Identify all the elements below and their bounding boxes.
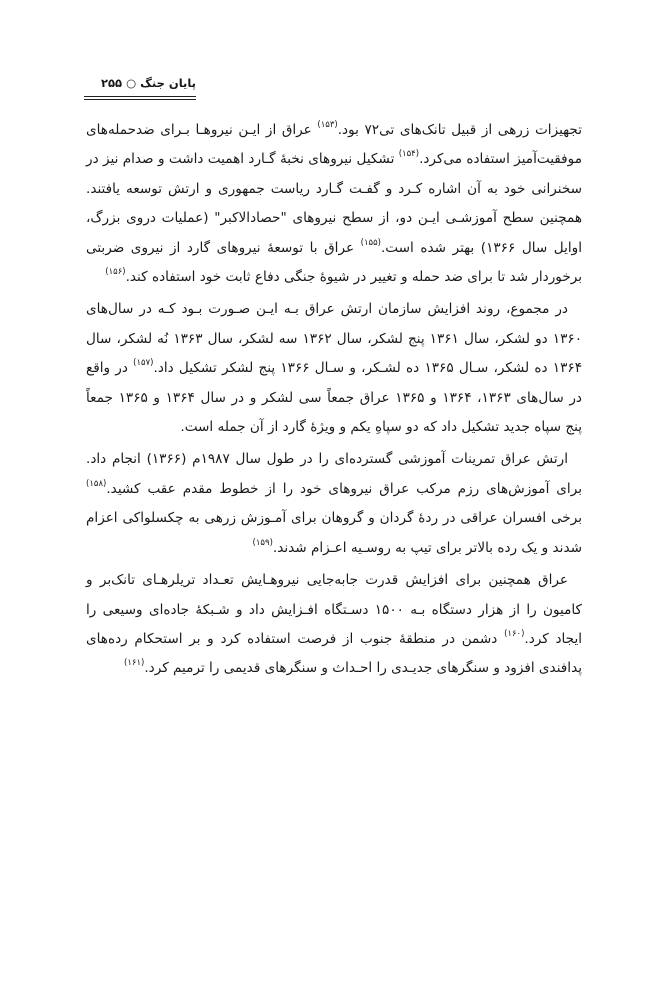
footnote-marker: (۱۵۶) bbox=[105, 267, 126, 278]
footnote-marker: (۱۵۳) bbox=[317, 120, 338, 130]
paragraph bbox=[86, 445, 582, 563]
paragraph-text: ارتش عراق تمرینات آموزشی گسترده‌ای را در طول سال ۱۹۸۷م (۱۳۶۶) انجام داد. برای آموزش‌های رزم مرکب عراق نیروهای خود را از خطوط مقدم عقب کشید. bbox=[86, 451, 582, 497]
footnote-marker: (۱۵۵) bbox=[360, 237, 381, 248]
paragraph-text: در مجموع، روند افزایش سازمان ارتش عراق بـه ایـن صـورت بـود کـه در سال‌های ۱۳۶۰ دو لشکر، سال ۱۳۶۱ پنج لشکر، سال ۱۳۶۲ سه لشکر، سال ۱۳۶۳ نُه لشکر، سال ۱۳۶۴ ده لشکر، سـال ۱۳۶۵ ده لشـکر، و سـال ۱۳۶۶ پنج لشکر تشکیل داد. bbox=[86, 301, 583, 377]
paragraph-text: عراق همچنین برای افزایش قدرت جابه‌جایی نیروهـایش تعـداد تریلرهـای تانک‌بر و کامیون را از هزار دستگاه بـه ۱۵۰۰ دسـتگاه افـزایش داد و شـبکهٔ جاده‌ای وسیعی را ایجاد کرد. bbox=[86, 572, 582, 647]
paragraph-text: تشکیل نیروهای نخبهٔ گـارد اهمیت داشت و صدام نیز در سخنرانی خود به آن اشاره کـرد و گفـت گـارد ریاست جمهوری و ارتش توسعه یافتند. همچنین سطح آموزشـی ایـن دو، از سطح نیروهای "حصادالاکبر" (عملیات دروی بزرگ، اوایل سال ۱۳۶۶) بهتر شده است. bbox=[86, 151, 583, 256]
paragraph-text: در واقع در سال‌های ۱۳۶۳، ۱۳۶۴ و ۱۳۶۵ عراق جمعاً سی لشکر و در سال ۱۳۶۴ و ۱۳۶۵ جمعاً پنج سپاه جدید تشکیل داد که دو سپاهِ یکم و ویژهٔ گارد از آن جمله است. bbox=[86, 360, 582, 436]
paragraph-text: تجهیزات زرهی از قبیل تانک‌های تی۷۲ بود. bbox=[337, 122, 582, 138]
paragraph-text: دشمن در منطقهٔ جنوب از فرصت استفاده کرد و بر استحکام رده‌های پدافندی افزود و سنگرهای جدیـدی را احـداث و سنگرهای قدیمی را ترمیم کرد. bbox=[86, 630, 582, 677]
paragraph-text: عراق از ایـن نیروهـا بـرای ضدحمله‌های موفقیت‌آمیز استفاده می‌کرد. bbox=[86, 122, 582, 168]
paragraph-text: عراق با توسعهٔ نیروهای گارد از نیروی ضربتی برخوردار شد تا برای ضد حمله و تغییر در شیوهٔ جنگی دفاع ثابت خود استفاده کند. bbox=[86, 239, 582, 286]
footnote-marker: (۱۵۹) bbox=[252, 537, 273, 548]
running-header bbox=[84, 76, 196, 90]
separator-icon: ○ bbox=[126, 76, 137, 90]
paragraph bbox=[86, 566, 582, 684]
chapter-title: پایان جنگ bbox=[140, 76, 196, 90]
footnote-marker: (۱۵۴) bbox=[398, 149, 420, 160]
footnote-marker: (۱۶۱) bbox=[123, 658, 145, 669]
paragraph-text: برخی افسران عراقی در ردهٔ گردان و گروهان برای آمـوزش زرهی به چکسلواکی اعزام شدند و یک رده بالاتر برای تیپ به روسـیه اعـزام شدند. bbox=[86, 510, 582, 556]
paragraph bbox=[86, 116, 582, 292]
footnote-marker: (۱۵۷) bbox=[133, 358, 154, 369]
header-rule bbox=[84, 96, 196, 100]
body-text bbox=[86, 116, 582, 684]
footnote-marker: (۱۵۸) bbox=[86, 478, 107, 489]
paragraph bbox=[86, 295, 582, 442]
page-number: ۲۵۵ bbox=[101, 76, 123, 90]
footnote-marker: (۱۶۰) bbox=[504, 628, 525, 639]
